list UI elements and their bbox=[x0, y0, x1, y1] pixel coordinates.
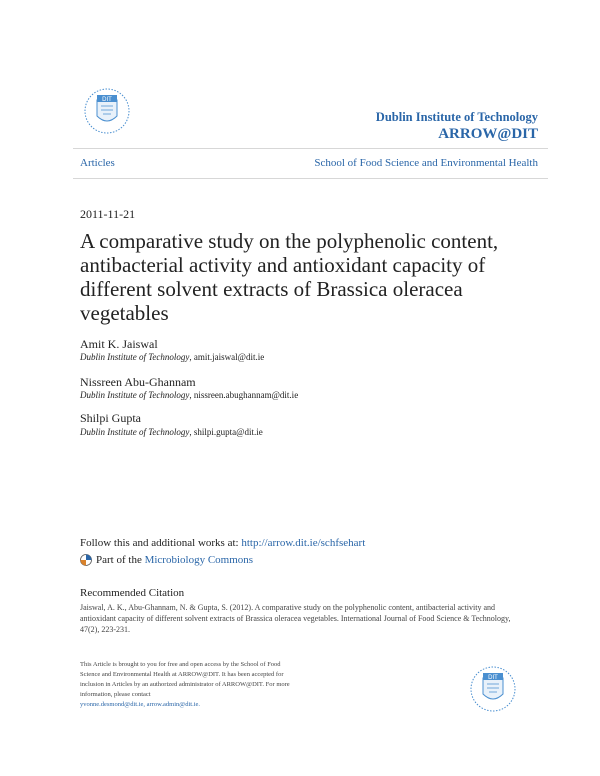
author-affiliation bbox=[80, 352, 264, 362]
author-affiliation bbox=[80, 427, 263, 437]
microbiology-commons-link[interactable]: Microbiology Commons bbox=[144, 554, 254, 566]
articles-link[interactable]: Articles bbox=[80, 157, 115, 169]
author-name: Amit K. Jaiswal bbox=[80, 337, 158, 351]
citation-heading: Recommended Citation bbox=[80, 587, 185, 599]
notice-text: This Article is brought to you for free and open access by the School of Food Science and Environmental Health at ARROW@DIT. It has been accepted for inclusion in Articles by an authorized administrator of ARROW@DIT. For more information, please contact bbox=[80, 661, 290, 698]
repository-name[interactable]: ARROW@DIT bbox=[438, 126, 538, 142]
part-of-line bbox=[80, 554, 253, 566]
author-name: Shilpi Gupta bbox=[80, 411, 142, 425]
author-email: , amit.jaiswal@dit.ie bbox=[189, 352, 265, 362]
author-email: , nissreen.abughannam@dit.ie bbox=[189, 390, 299, 400]
divider-top bbox=[73, 148, 548, 149]
access-notice bbox=[80, 660, 300, 710]
contact-emails[interactable]: yvonne.desmond@dit.ie, arrow.admin@dit.ie. bbox=[80, 701, 201, 708]
svg-text:DIT: DIT bbox=[102, 97, 112, 103]
affiliation-text: Dublin Institute of Technology bbox=[80, 352, 190, 362]
author-name: Nissreen Abu-Ghannam bbox=[80, 375, 196, 389]
follow-url-link[interactable]: http://arrow.dit.ie/schfsehart bbox=[241, 537, 366, 549]
publication-date: 2011-11-21 bbox=[80, 207, 136, 221]
commons-icon bbox=[80, 554, 92, 566]
follow-line bbox=[80, 537, 365, 549]
institution-block bbox=[376, 110, 538, 143]
part-label: Part of the bbox=[96, 554, 142, 566]
svg-text:DIT: DIT bbox=[488, 675, 498, 681]
affiliation-text: Dublin Institute of Technology bbox=[80, 427, 190, 437]
citation-text: Jaiswal, A. K., Abu-Ghannam, N. & Gupta, S. (2012). A comparative study on the polyphenolic content, antibacterial activity and antioxidant capacity of different solvent extracts of Brassica oleracea vegetables. International Journal of Food Science & Technology, 47(2), 223-231. bbox=[80, 603, 511, 634]
divider-bottom bbox=[73, 178, 548, 179]
author-affiliation bbox=[80, 390, 298, 400]
follow-label: Follow this and additional works at: bbox=[80, 537, 242, 549]
institution-name[interactable]: Dublin Institute of Technology bbox=[375, 110, 538, 124]
author-email: , shilpi.gupta@dit.ie bbox=[189, 427, 263, 437]
dit-logo[interactable] bbox=[80, 86, 134, 136]
school-link[interactable]: School of Food Science and Environmental Health bbox=[314, 157, 538, 169]
paper-title: A comparative study on the polyphenolic content, antibacterial activity and antioxidant capacity of different solvent extracts of Brassica oleracea vegetables bbox=[80, 229, 499, 325]
dit-logo-bottom bbox=[466, 664, 520, 714]
affiliation-text: Dublin Institute of Technology bbox=[80, 390, 190, 400]
